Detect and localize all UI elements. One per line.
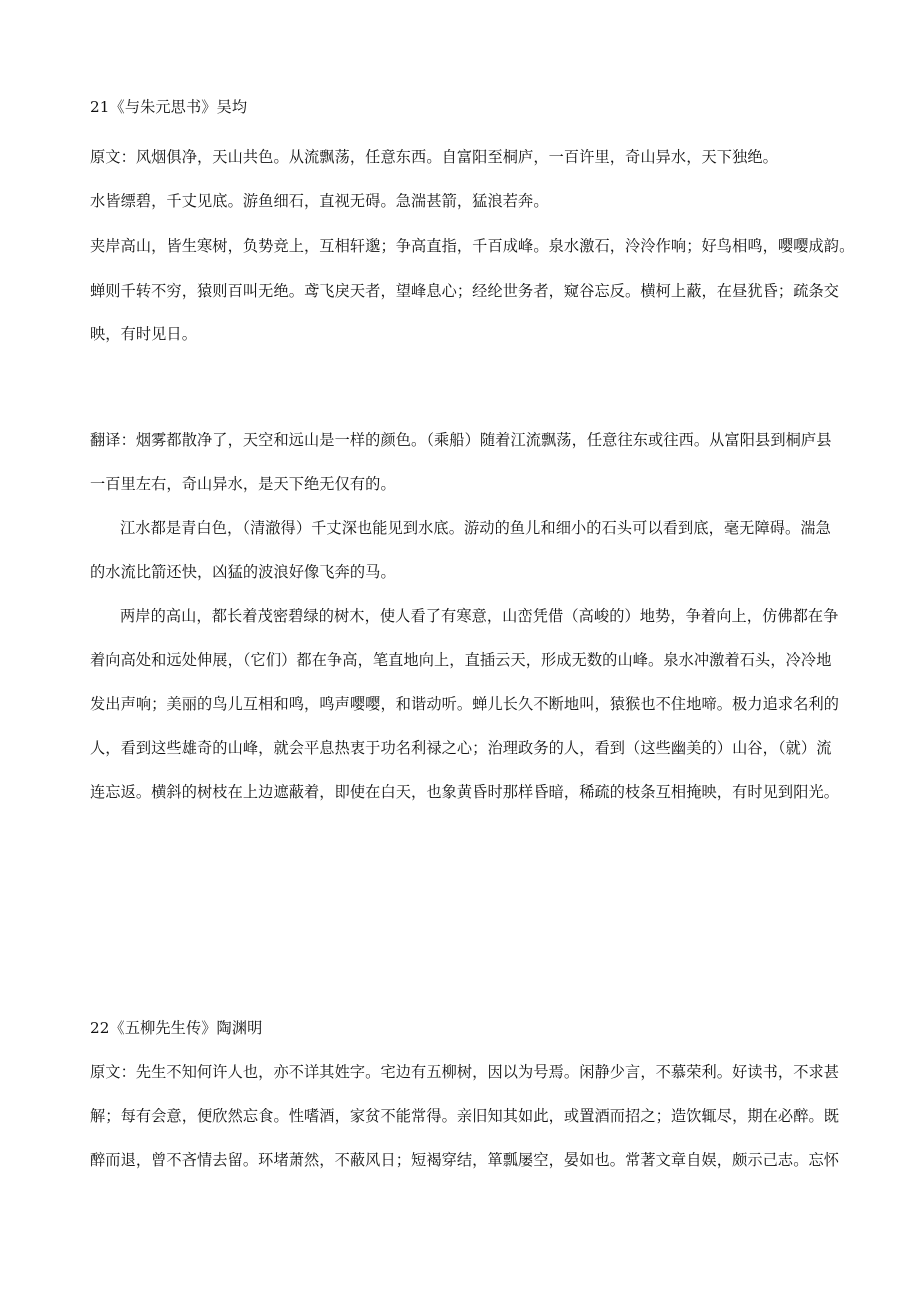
section-21-original-line: 蝉则千转不穷，猿则百叫无绝。鸢飞戾天者，望峰息心；经纶世务者，窥谷忘反。横柯上蔽，在昼犹昏；疏条交	[90, 282, 840, 300]
section-21-translation-line: 翻译：烟雾都散净了，天空和远山是一样的颜色。（乘船）随着江流飘荡，任意往东或往西。从富阳县到桐庐县	[90, 431, 832, 449]
section-21-translation-line: 两岸的高山，都长着茂密碧绿的树木，使人看了有寒意，山峦凭借（高峻的）地势，争着向上，仿佛都在争	[120, 607, 839, 625]
section-22-title: 22《五柳先生传》陶渊明	[90, 1019, 263, 1037]
section-21-translation-line: 一百里左右，奇山异水，是天下绝无仅有的。	[90, 475, 396, 493]
section-21-title: 21《与朱元思书》吴均	[90, 98, 248, 116]
section-21-translation-line: 的水流比箭还快，凶猛的波浪好像飞奔的马。	[90, 563, 396, 581]
section-21-original-line: 夹岸高山，皆生寒树，负势竞上，互相轩邈；争高直指，千百成峰。泉水激石，泠泠作响；好鸟相鸣，嘤嘤成韵。	[90, 237, 855, 255]
section-21-translation-line: 着向高处和远处伸展，（它们）都在争高，笔直地向上，直插云天，形成无数的山峰。泉水冲激着石头，冷冷地	[90, 651, 832, 669]
section-21-original-line: 水皆缥碧，千丈见底。游鱼细石，直视无碍。急湍甚箭，猛浪若奔。	[90, 192, 549, 210]
section-21-original-line: 原文：风烟俱净，天山共色。从流飘荡，任意东西。自富阳至桐庐，一百许里，奇山异水，天下独绝。	[90, 148, 778, 166]
section-22-original-line: 解；每有会意，便欣然忘食。性嗜酒，家贫不能常得。亲旧知其如此，或置酒而招之；造饮辄尽，期在必醉。既	[90, 1107, 840, 1125]
section-21-translation-line: 人，看到这些雄奇的山峰，就会平息热衷于功名利禄之心；治理政务的人，看到（这些幽美的）山谷，（就）流	[90, 739, 832, 757]
section-22-original-line: 醉而退，曾不吝情去留。环堵萧然，不蔽风日；短褐穿结，箪瓢屡空，晏如也。常著文章自娱，颇示己志。忘怀	[90, 1151, 840, 1169]
section-22-original-line: 原文：先生不知何许人也，亦不详其姓字。宅边有五柳树，因以为号焉。闲静少言，不慕荣利。好读书，不求甚	[90, 1063, 840, 1081]
section-21-translation-line: 发出声响；美丽的鸟儿互相和鸣，鸣声嘤嘤，和谐动听。蝉儿长久不断地叫，猿猴也不住地啼。极力追求名利的	[90, 695, 840, 713]
section-21-original-line: 映，有时见日。	[90, 325, 198, 343]
section-21-translation-line: 连忘返。横斜的树枝在上边遮蔽着，即使在白天，也象黄昏时那样昏暗，稀疏的枝条互相掩映，有时见到阳光。	[90, 783, 840, 801]
section-21-translation-line: 江水都是青白色，（清澈得）千丈深也能见到水底。游动的鱼儿和细小的石头可以看到底，毫无障碍。湍急	[120, 519, 831, 537]
